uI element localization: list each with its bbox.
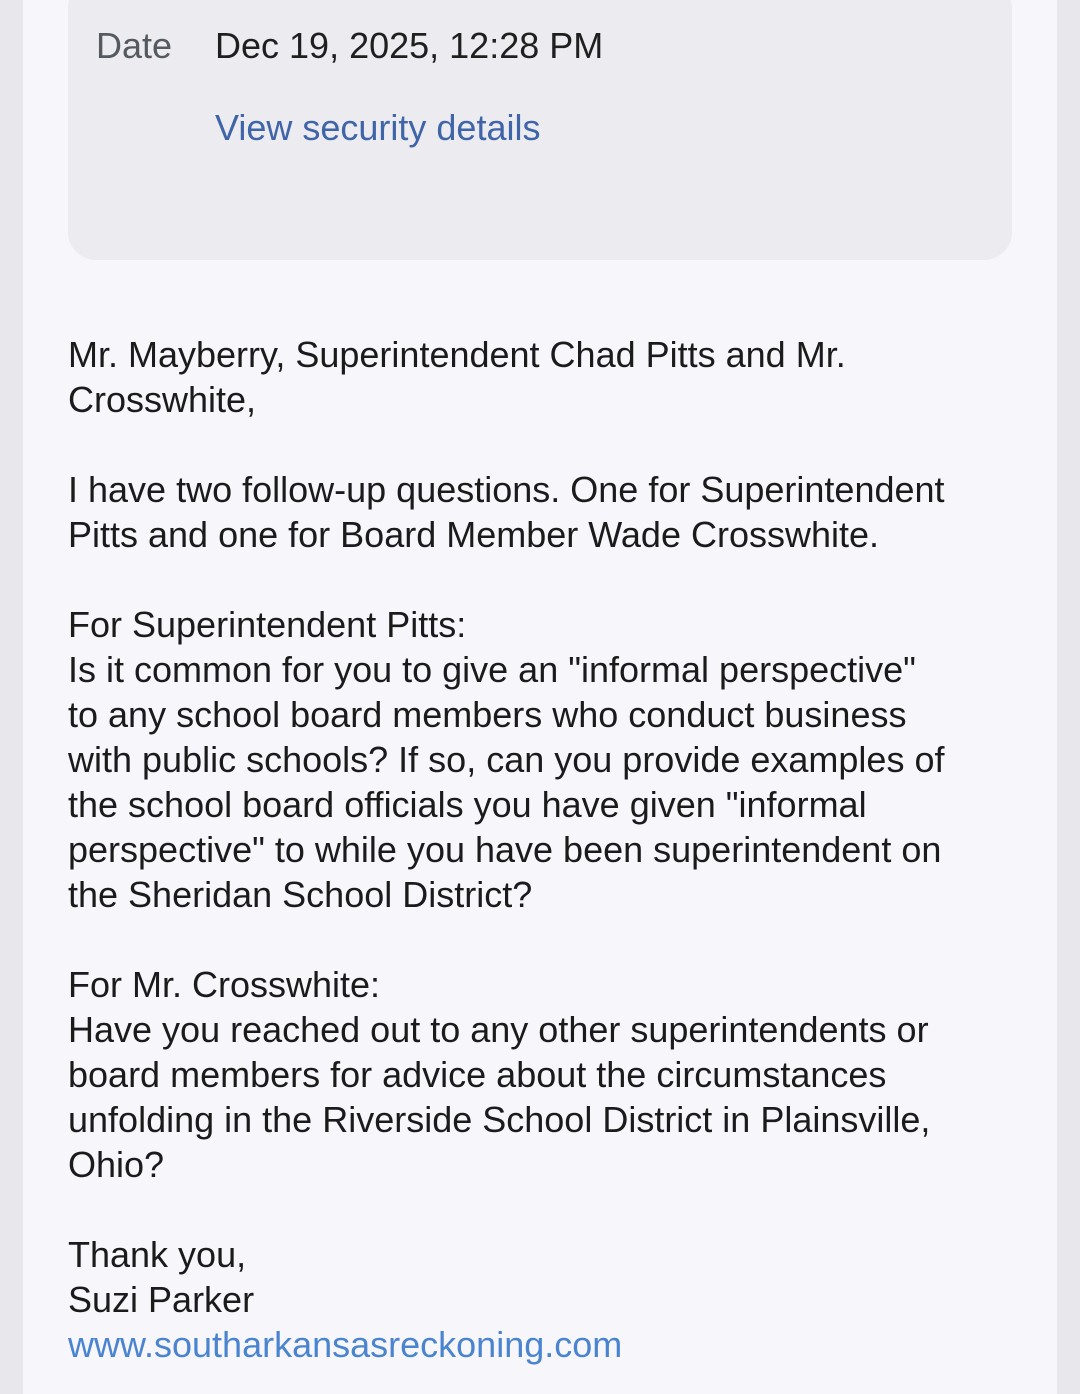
signature-name: Suzi Parker (68, 1279, 255, 1320)
intro-paragraph: I have two follow-up questions. One for Superintendent Pitts and one for Board Member Wade Crosswhite. (68, 469, 945, 555)
view-security-details-link[interactable]: View security details (215, 107, 541, 148)
question-two-body: Have you reached out to any other superintendents or board members for advice about the circumstances unfolding in the Riverside School District in Plainsville, Ohio? (68, 1009, 931, 1185)
question-two-heading: For Mr. Crosswhite: (68, 964, 381, 1005)
question-one (68, 602, 1028, 917)
signature-block (68, 1232, 1028, 1367)
question-two (68, 962, 1028, 1187)
email-view (23, 0, 1057, 1394)
question-one-heading: For Superintendent Pitts: (68, 604, 467, 645)
question-one-body: Is it common for you to give an "informal perspective" to any school board members who conduct business with public schools? If so, can you provide examples of the school board officials you have given "informal perspective" to while you have been superintendent on the Sheridan School District? (68, 649, 945, 915)
date-label: Date (96, 25, 173, 66)
greeting: Mr. Mayberry, Superintendent Chad Pitts and Mr. Crosswhite, (68, 334, 846, 420)
date-value: Dec 19, 2025, 12:28 PM (215, 25, 604, 66)
website-link[interactable]: www.southarkansasreckoning.com (68, 1324, 623, 1365)
message-body (68, 332, 1028, 1367)
signoff: Thank you, (68, 1234, 247, 1275)
